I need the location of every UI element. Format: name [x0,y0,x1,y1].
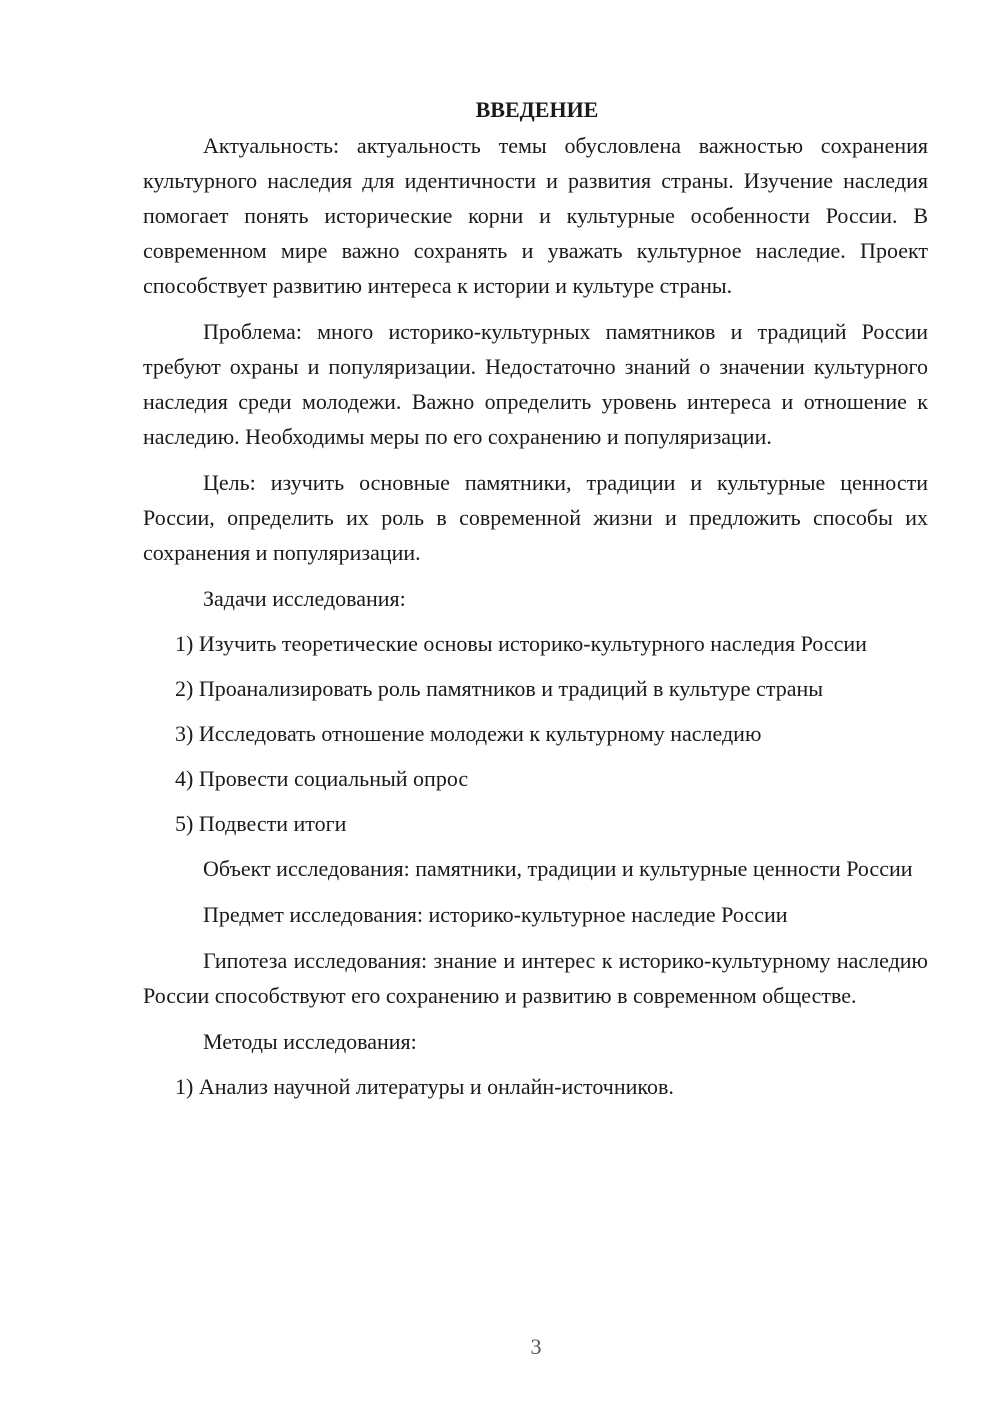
task-item: 3) Исследовать отношение молодежи к культурному наследию [175,721,762,746]
subject-paragraph: Предмет исследования: историко-культурное наследие России [203,902,788,927]
task-item: 2) Проанализировать роль памятников и традиций в культуре страны [175,676,824,701]
methods-heading: Методы исследования: [203,1029,417,1054]
task-item: 4) Провести социальный опрос [175,766,469,791]
method-item: 1) Анализ научной литературы и онлайн-источников. [175,1074,674,1099]
task-item: 1) Изучить теоретические основы историко-культурного наследия России [175,631,867,656]
page-title: ВВЕДЕНИЕ [475,97,599,122]
page-content [143,92,928,1114]
task-item: 5) Подвести итоги [175,811,347,836]
page-number: 3 [530,1334,542,1359]
object-paragraph: Объект исследования: памятники, традиции и культурные ценности России [203,856,913,881]
tasks-heading: Задачи исследования: [203,586,406,611]
goal-paragraph: Цель: изучить основные памятники, традиции и культурные ценности России, определить их роль в современной жизни и предложить способы их сохранения и популяризации. [143,470,928,565]
relevance-paragraph: Актуальность: актуальность темы обусловлена важностью сохранения культурного наследия для идентичности и развития страны. Изучение наследия помогает понять исторические корни и культурные особенности России. В современном мире важно сохранять и уважать культурное наследие. Проект способствует развитию интереса к истории и культуре страны. [143,133,928,298]
hypothesis-paragraph: Гипотеза исследования: знание и интерес к историко-культурному наследию России способствуют его сохранению и развитию в современном обществе. [143,948,928,1008]
problem-paragraph: Проблема: много историко-культурных памятников и традиций России требуют охраны и популяризации. Недостаточно знаний о значении культурного наследия среди молодежи. Важно определить уровень интереса и отношение к наследию. Необходимы меры по его сохранению и популяризации. [143,319,928,449]
